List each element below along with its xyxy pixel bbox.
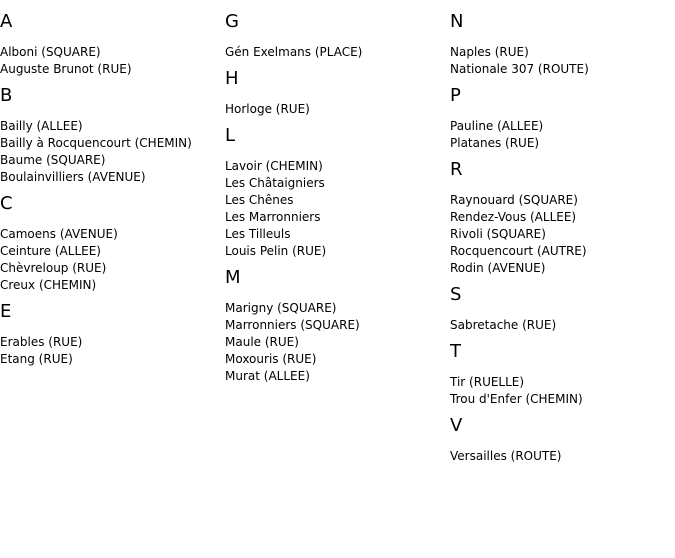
street-list-item: Alboni (SQUARE) [0, 45, 101, 59]
street-list [0, 118, 220, 186]
letter-section [450, 285, 670, 334]
street-list-item: Bailly à Rocquencourt (CHEMIN) [0, 136, 192, 150]
street-list-item: Versailles (ROUTE) [450, 449, 562, 463]
street-list-item: Sabretache (RUE) [450, 318, 557, 332]
letter-section [450, 416, 670, 465]
section-letter-heading: T [450, 341, 461, 362]
street-list-item: Les Marronniers [225, 210, 321, 224]
street-list [225, 44, 445, 61]
street-list-item: Maule (RUE) [225, 335, 299, 349]
street-list-item: Horloge (RUE) [225, 102, 310, 116]
street-list [225, 158, 445, 260]
street-list-item: Creux (CHEMIN) [0, 278, 97, 292]
section-letter-heading: N [450, 11, 464, 32]
street-list-item: Rodin (AVENUE) [450, 261, 546, 275]
street-list-item: Les Châtaigniers [225, 176, 325, 190]
street-list [225, 101, 445, 118]
section-letter-heading: P [450, 85, 461, 106]
street-list-item: Rivoli (SQUARE) [450, 227, 546, 241]
street-list-item: Tir (RUELLE) [450, 375, 525, 389]
letter-section [450, 342, 670, 408]
street-list [450, 118, 670, 152]
street-list [450, 448, 670, 465]
street-list [450, 317, 670, 334]
index-column-3 [450, 12, 670, 473]
street-list-item: Gén Exelmans (PLACE) [225, 45, 363, 59]
street-list-item: Les Chênes [225, 193, 294, 207]
street-list-item: Marronniers (SQUARE) [225, 318, 360, 332]
street-list-item: Etang (RUE) [0, 352, 73, 366]
street-list-item: Bailly (ALLEE) [0, 119, 83, 133]
street-list-item: Baume (SQUARE) [0, 153, 106, 167]
section-letter-heading: H [225, 68, 239, 89]
street-list [0, 334, 220, 368]
street-list-item: Boulainvilliers (AVENUE) [0, 170, 146, 184]
street-list-item: Platanes (RUE) [450, 136, 540, 150]
section-letter-heading: E [0, 301, 12, 322]
section-letter-heading: M [225, 267, 241, 288]
section-letter-heading: G [225, 11, 239, 32]
street-list [225, 300, 445, 385]
section-letter-heading: R [450, 159, 463, 180]
street-list [0, 226, 220, 294]
street-list-item: Naples (RUE) [450, 45, 529, 59]
street-list-item: Camoens (AVENUE) [0, 227, 118, 241]
letter-section [450, 86, 670, 152]
letter-section [225, 12, 445, 61]
index-column-1 [0, 12, 220, 376]
letter-section [225, 69, 445, 118]
letter-section [450, 160, 670, 277]
section-letter-heading: V [450, 415, 463, 436]
street-list-item: Marigny (SQUARE) [225, 301, 337, 315]
letter-section [225, 268, 445, 385]
street-list-item: Raynouard (SQUARE) [450, 193, 578, 207]
street-list-item: Rendez-Vous (ALLEE) [450, 210, 577, 224]
street-list-item: Murat (ALLEE) [225, 369, 310, 383]
street-list-item: Les Tilleuls [225, 227, 291, 241]
letter-section [0, 302, 220, 368]
street-list [450, 44, 670, 78]
street-list-item: Lavoir (CHEMIN) [225, 159, 323, 173]
street-list-item: Nationale 307 (ROUTE) [450, 62, 589, 76]
index-column-2 [225, 12, 445, 393]
street-list-item: Erables (RUE) [0, 335, 83, 349]
street-list-item: Pauline (ALLEE) [450, 119, 544, 133]
letter-section [0, 194, 220, 294]
letter-section [0, 12, 220, 78]
section-letter-heading: C [0, 193, 13, 214]
letter-section [225, 126, 445, 260]
street-list-item: Ceinture (ALLEE) [0, 244, 101, 258]
street-list-item: Trou d'Enfer (CHEMIN) [450, 392, 583, 406]
letter-section [450, 12, 670, 78]
street-list-item: Moxouris (RUE) [225, 352, 317, 366]
street-list-item: Rocquencourt (AUTRE) [450, 244, 587, 258]
section-letter-heading: A [0, 11, 13, 32]
letter-section [0, 86, 220, 186]
street-list [450, 374, 670, 408]
section-letter-heading: S [450, 284, 462, 305]
street-list-item: Chèvreloup (RUE) [0, 261, 107, 275]
street-list-item: Louis Pelin (RUE) [225, 244, 327, 258]
street-list [450, 192, 670, 277]
section-letter-heading: L [225, 125, 236, 146]
section-letter-heading: B [0, 85, 13, 106]
street-list [0, 44, 220, 78]
street-list-item: Auguste Brunot (RUE) [0, 62, 132, 76]
